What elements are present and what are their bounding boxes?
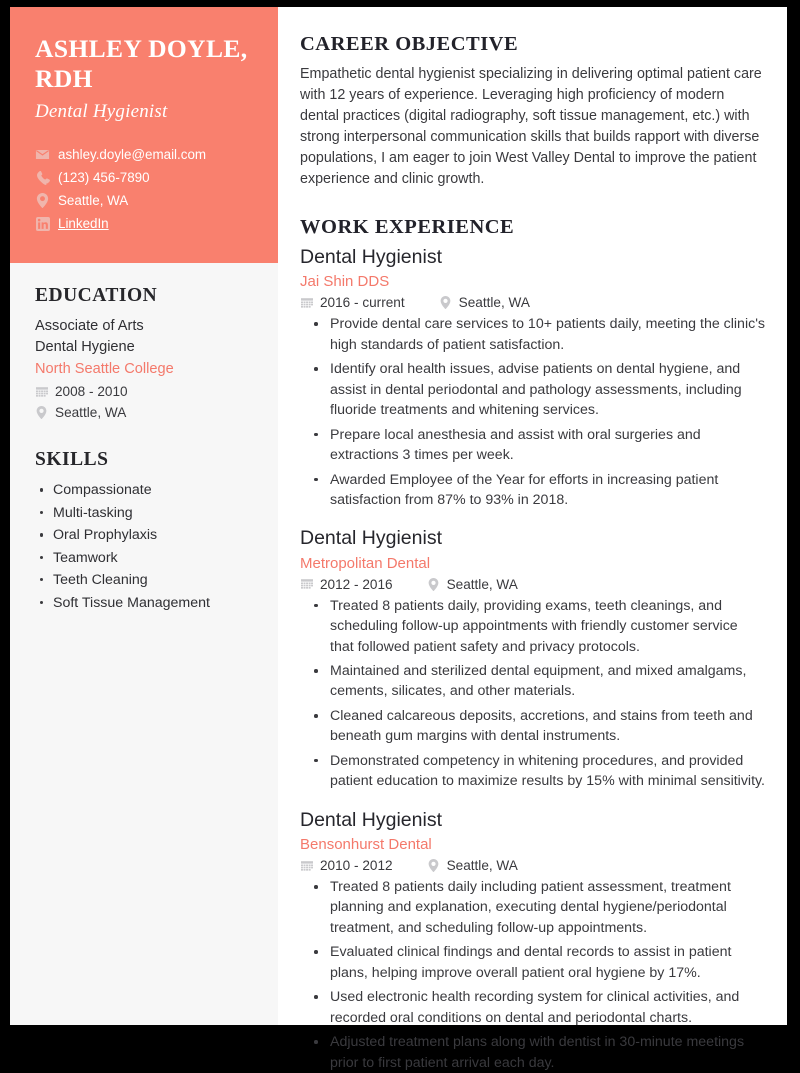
contact-location bbox=[35, 191, 253, 210]
job-location-group bbox=[427, 577, 518, 592]
sidebar bbox=[10, 7, 278, 1025]
education-field: Dental Hygiene bbox=[35, 338, 135, 355]
work-experience-item bbox=[300, 245, 765, 510]
job-location: Seattle, WA bbox=[458, 295, 530, 311]
job-location: Seattle, WA bbox=[446, 858, 518, 873]
map-pin-icon bbox=[439, 296, 452, 309]
education-heading: EDUCATION bbox=[35, 285, 158, 307]
job-dates: 2010 - 2012 bbox=[320, 858, 393, 873]
work-experience-item bbox=[300, 808, 765, 1073]
contact-location-text: Seattle, WA bbox=[58, 192, 129, 208]
list-item: Used electronic health recording system for clinical activities, and recorded oral conditions on dental and periodontal charts. bbox=[304, 987, 765, 1028]
list-item: Prepare local anesthesia and assist with oral surgeries and extractions 3 times per week. bbox=[304, 425, 765, 466]
job-title: Dental Hygienist bbox=[300, 527, 442, 550]
main-content bbox=[278, 7, 787, 1071]
list-item: Teeth Cleaning bbox=[35, 570, 253, 590]
list-item: Treated 8 patients daily, providing exams, teeth cleanings, and scheduling follow-up appointments with friendly customer service that followed patient safety and privacy protocols. bbox=[304, 596, 765, 657]
list-item: Treated 8 patients daily including patient assessment, treatment planning and explanation, executing dental hygiene/periodontal treatment, and scheduling follow-up appointments. bbox=[304, 877, 765, 938]
calendar-icon bbox=[35, 385, 48, 398]
skills-list bbox=[35, 480, 253, 613]
phone-icon bbox=[35, 170, 50, 185]
job-bullets bbox=[300, 877, 765, 1073]
map-pin-icon bbox=[35, 406, 48, 419]
contact-email[interactable] bbox=[35, 145, 253, 164]
job-company: Jai Shin DDS bbox=[300, 273, 390, 291]
candidate-name: ASHLEY DOYLE, RDH bbox=[35, 34, 248, 94]
map-pin-icon bbox=[427, 859, 440, 872]
work-experience-section bbox=[300, 216, 765, 1073]
job-title: Dental Hygienist bbox=[300, 246, 442, 269]
education-location-row bbox=[35, 404, 253, 421]
career-objective-heading: CAREER OBJECTIVE bbox=[300, 33, 519, 55]
resume-page bbox=[10, 7, 787, 1071]
list-item: Teamwork bbox=[35, 548, 253, 568]
job-meta bbox=[300, 577, 765, 592]
education-degree: Associate of Arts bbox=[35, 318, 144, 335]
calendar-icon bbox=[300, 859, 313, 872]
calendar-icon bbox=[300, 296, 313, 309]
envelope-icon bbox=[35, 147, 50, 162]
education-dates: 2008 - 2010 bbox=[55, 384, 128, 400]
map-pin-icon bbox=[35, 193, 50, 208]
list-item: Demonstrated competency in whitening procedures, and provided patient education to maximize results by 15% with minimal sensitivity. bbox=[304, 751, 765, 792]
job-meta bbox=[300, 295, 765, 310]
education-dates-row bbox=[35, 383, 253, 400]
education-location: Seattle, WA bbox=[55, 405, 127, 421]
contact-list bbox=[35, 145, 253, 233]
job-company: Metropolitan Dental bbox=[300, 554, 431, 572]
list-item: Awarded Employee of the Year for efforts in increasing patient satisfaction from 87% to 93% in 2018. bbox=[304, 470, 765, 511]
list-item: Compassionate bbox=[35, 480, 253, 500]
job-dates: 2012 - 2016 bbox=[320, 576, 393, 592]
calendar-icon bbox=[300, 578, 313, 591]
education-section bbox=[35, 285, 253, 421]
job-company: Bensonhurst Dental bbox=[300, 836, 432, 853]
career-objective-section bbox=[300, 33, 765, 190]
job-dates: 2016 - current bbox=[320, 295, 405, 311]
skills-section bbox=[35, 449, 253, 613]
job-location: Seattle, WA bbox=[446, 576, 518, 592]
skills-heading: SKILLS bbox=[35, 449, 109, 471]
contact-linkedin[interactable] bbox=[35, 214, 253, 233]
list-item: Identify oral health issues, advise patients on dental hygiene, and assist in dental periodontal and pathology assessments, including fluoride treatments and whitening services. bbox=[304, 359, 765, 420]
contact-email-text: ashley.doyle@email.com bbox=[58, 146, 207, 162]
job-location-group bbox=[427, 858, 518, 873]
job-dates-group bbox=[300, 858, 393, 873]
list-item: Multi-tasking bbox=[35, 503, 253, 523]
job-dates-group bbox=[300, 577, 393, 592]
list-item: Cleaned calcareous deposits, accretions, and stains from teeth and beneath gum margins with dental instruments. bbox=[304, 706, 765, 747]
contact-phone-text: (123) 456-7890 bbox=[58, 169, 150, 185]
candidate-title: Dental Hygienist bbox=[35, 101, 168, 123]
education-school: North Seattle College bbox=[35, 360, 174, 377]
list-item: Adjusted treatment plans along with dentist in 30-minute meetings prior to first patient arrival each day. bbox=[304, 1032, 765, 1073]
list-item: Maintained and sterilized dental equipment, and mixed amalgams, cements, silicates, and other materials. bbox=[304, 661, 765, 702]
list-item: Soft Tissue Management bbox=[35, 593, 253, 613]
job-title: Dental Hygienist bbox=[300, 808, 442, 831]
map-pin-icon bbox=[427, 578, 440, 591]
list-item: Evaluated clinical findings and dental records to assist in patient plans, helping improve overall patient oral hygiene by 17%. bbox=[304, 942, 765, 983]
job-bullets bbox=[300, 596, 765, 792]
job-dates-group bbox=[300, 295, 405, 310]
list-item: Oral Prophylaxis bbox=[35, 525, 253, 545]
sidebar-body bbox=[10, 263, 278, 615]
work-experience-heading: WORK EXPERIENCE bbox=[300, 216, 515, 239]
sidebar-header bbox=[10, 7, 278, 263]
list-item: Provide dental care services to 10+ patients daily, meeting the clinic's high standards of patient satisfaction. bbox=[304, 314, 765, 355]
contact-linkedin-text[interactable]: LinkedIn bbox=[58, 215, 109, 231]
contact-phone[interactable] bbox=[35, 168, 253, 187]
job-bullets bbox=[300, 314, 765, 510]
linkedin-icon bbox=[35, 216, 50, 231]
job-location-group bbox=[439, 295, 530, 310]
work-experience-item bbox=[300, 526, 765, 791]
career-objective-text: Empathetic dental hygienist specializing in delivering optimal patient care with 12 years of experience. Leveraging high proficiency of modern dental practices (digital radiography, soft tissue management, etc.) with strong interpersonal communication skills that builds rapport with diverse populations, I am eager to join West Valley Dental to improve the patient experience and clinic growth. bbox=[300, 66, 762, 188]
job-meta bbox=[300, 858, 765, 873]
